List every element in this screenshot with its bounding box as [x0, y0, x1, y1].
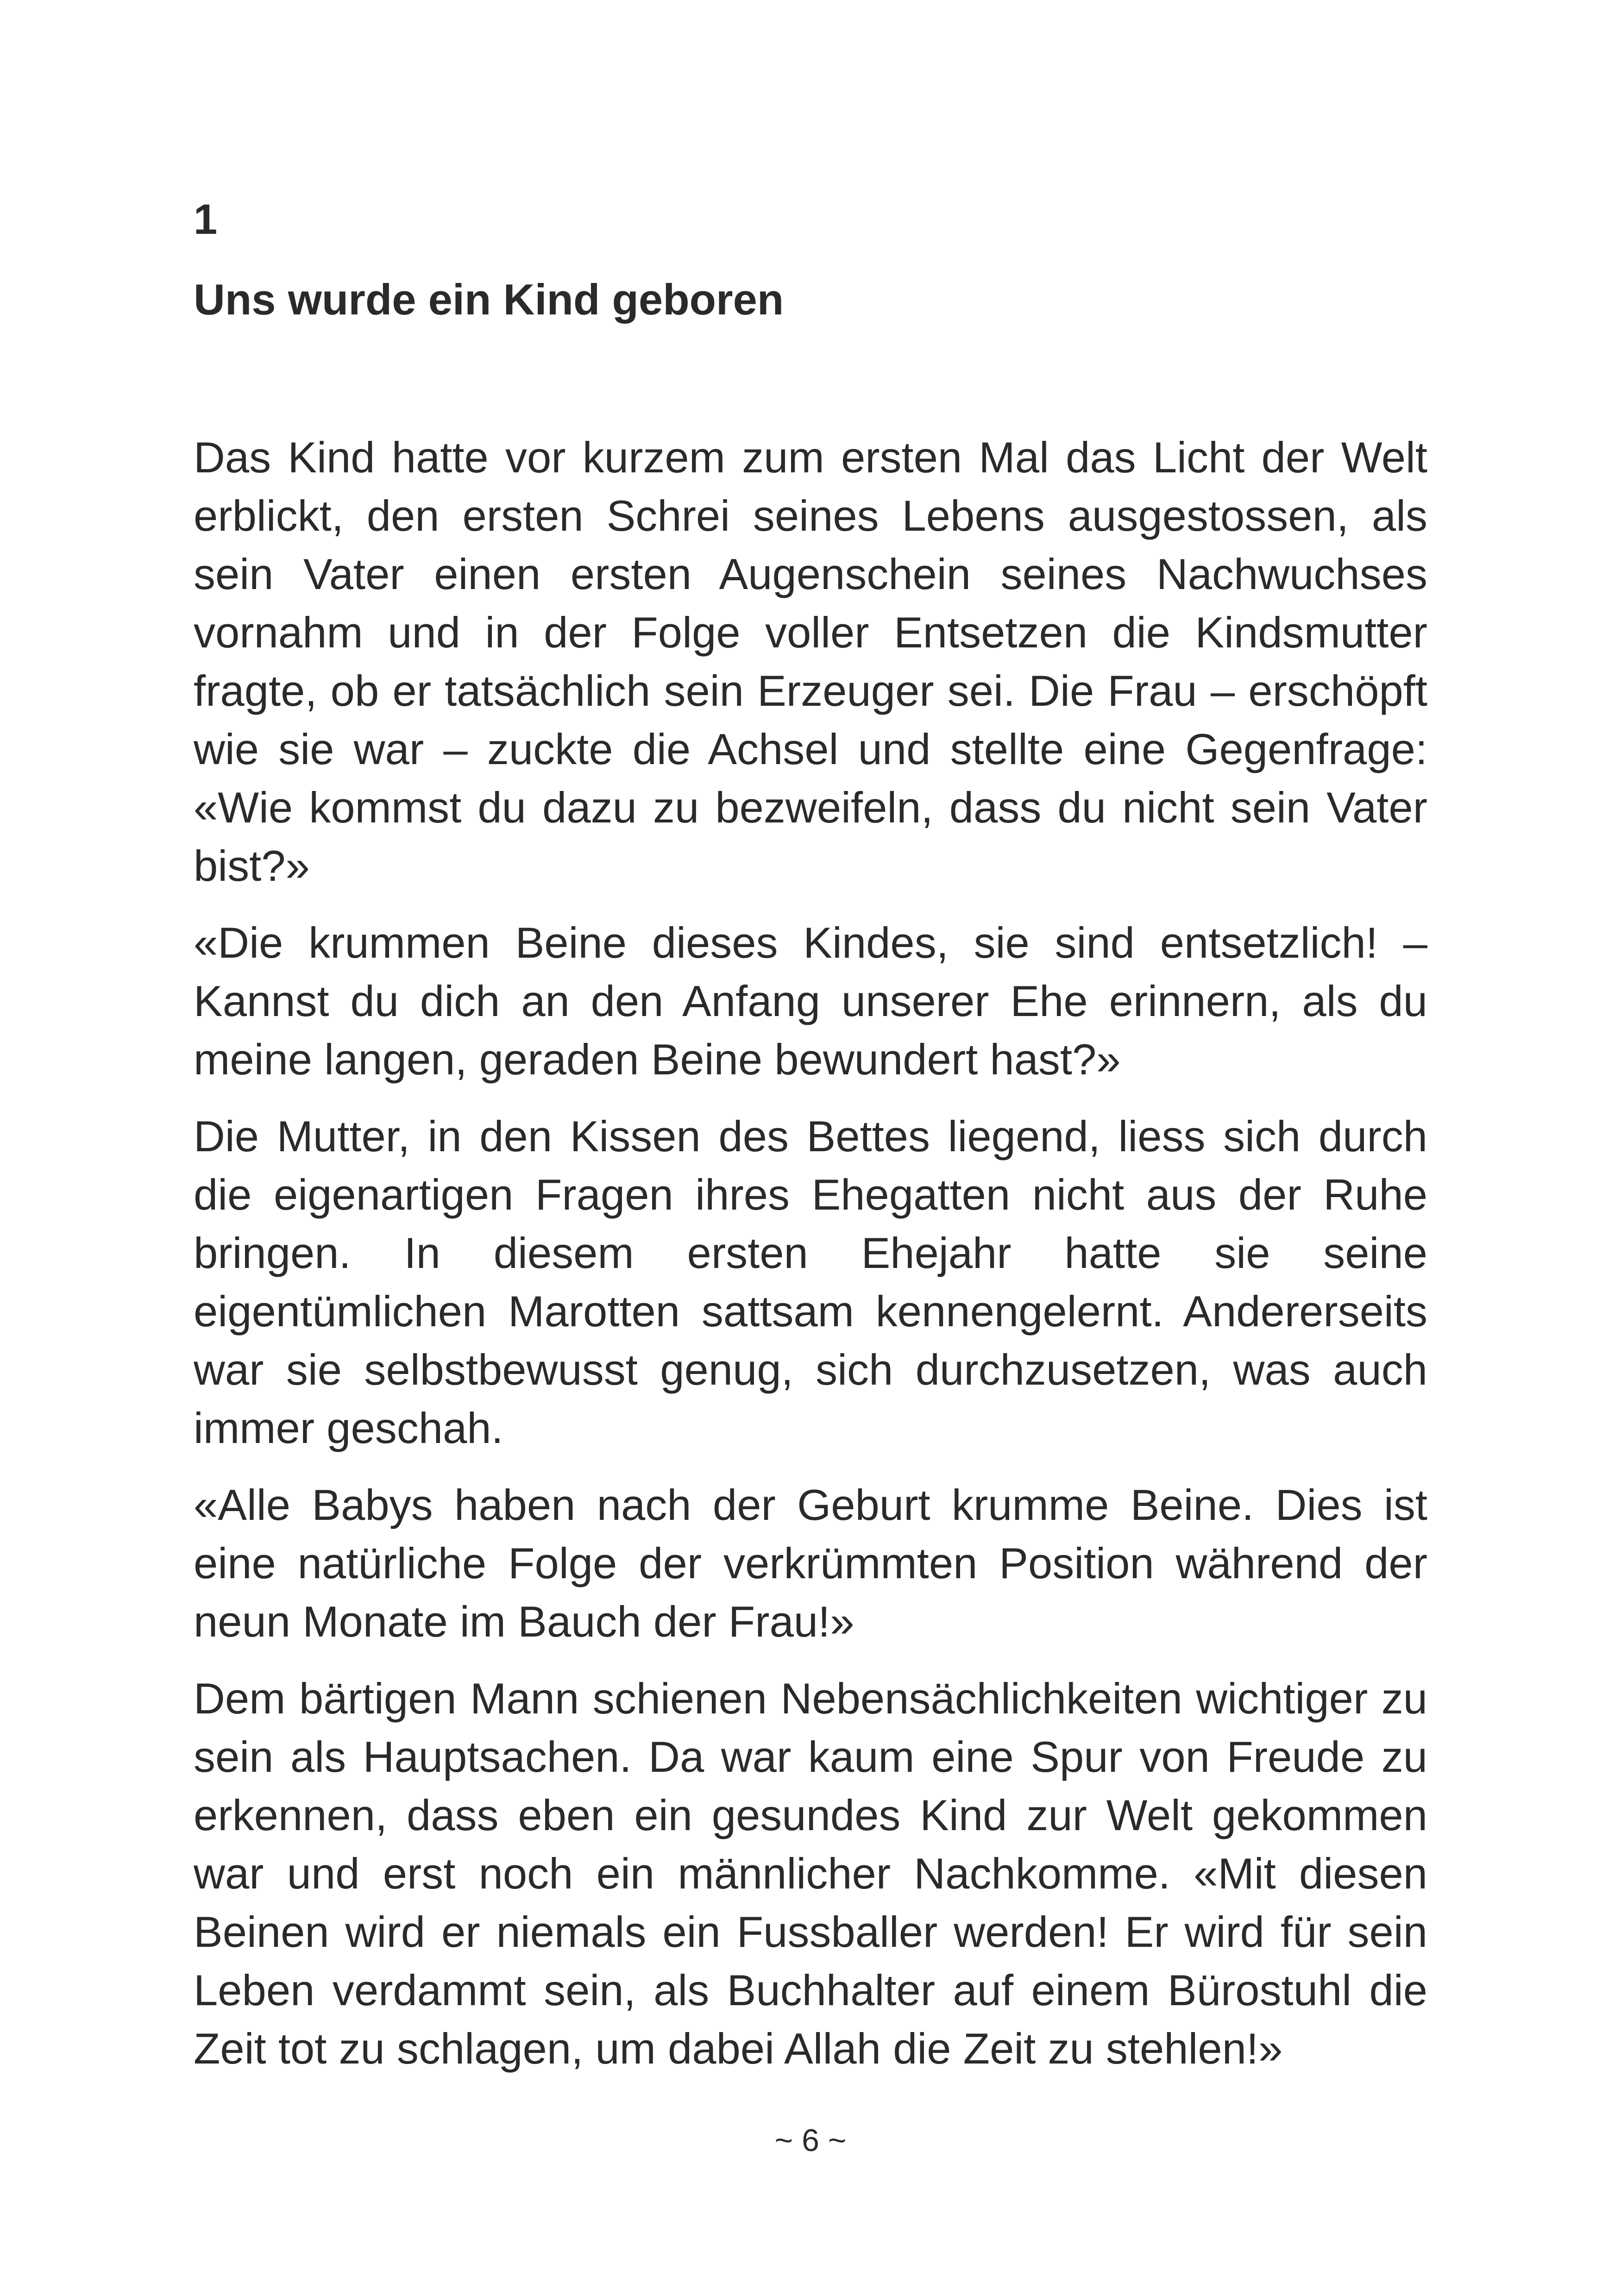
paragraph: Dem bärtigen Mann schienen Nebensächlichkeiten wichtiger zu sein als Hauptsachen. Da war kaum eine Spur von Freude zu erkennen, dass eben ein gesundes Kind zur Welt gekommen war und erst noch ein männlicher Nachkomme. «Mit diesen Beinen wird er niemals ein Fussballer werden! Er wird für sein Leben verdammt sein, als Buchhalter auf einem Bürostuhl die Zeit tot zu schlagen, um dabei Allah die Zeit zu stehlen!»: [194, 1674, 1427, 2073]
chapter-number: 1: [194, 196, 218, 243]
paragraph: Die Mutter, in den Kissen des Bettes liegend, liess sich durch die eigenartigen Fragen ihres Ehegatten nicht aus der Ruhe bringen. In diesem ersten Ehejahr hatte sie seine eigentümlichen Marotten sattsam kennengelernt. Andererseits war sie selbstbewusst genug, sich durchzusetzen, was auch immer geschah.: [194, 1112, 1427, 1452]
chapter-title: Uns wurde ein Kind geboren: [194, 275, 784, 324]
paragraph: «Die krummen Beine dieses Kindes, sie sind entsetzlich! – Kannst du dich an den Anfang unserer Ehe erinnern, als du meine langen, geraden Beine bewundert hast?»: [194, 918, 1427, 1084]
paragraph: «Alle Babys haben nach der Geburt krumme Beine. Dies ist eine natürliche Folge der verkrümmten Position während der neun Monate im Bauch der Frau!»: [194, 1480, 1427, 1646]
page-number: ~ 6 ~: [774, 2123, 847, 2158]
chapter-body: [194, 428, 1427, 2096]
paragraph: Das Kind hatte vor kurzem zum ersten Mal das Licht der Welt erblickt, den ersten Schrei seines Lebens ausgestossen, als sein Vater einen ersten Augenschein seines Nachwuchses vornahm und in der Folge voller Entsetzen die Kindsmutter fragte, ob er tatsächlich sein Erzeuger sei. Die Frau – erschöpft wie sie war – zuckte die Achsel und stellte eine Gegenfrage: «Wie kommst du dazu zu bezweifeln, dass du nicht sein Vater bist?»: [194, 433, 1427, 890]
